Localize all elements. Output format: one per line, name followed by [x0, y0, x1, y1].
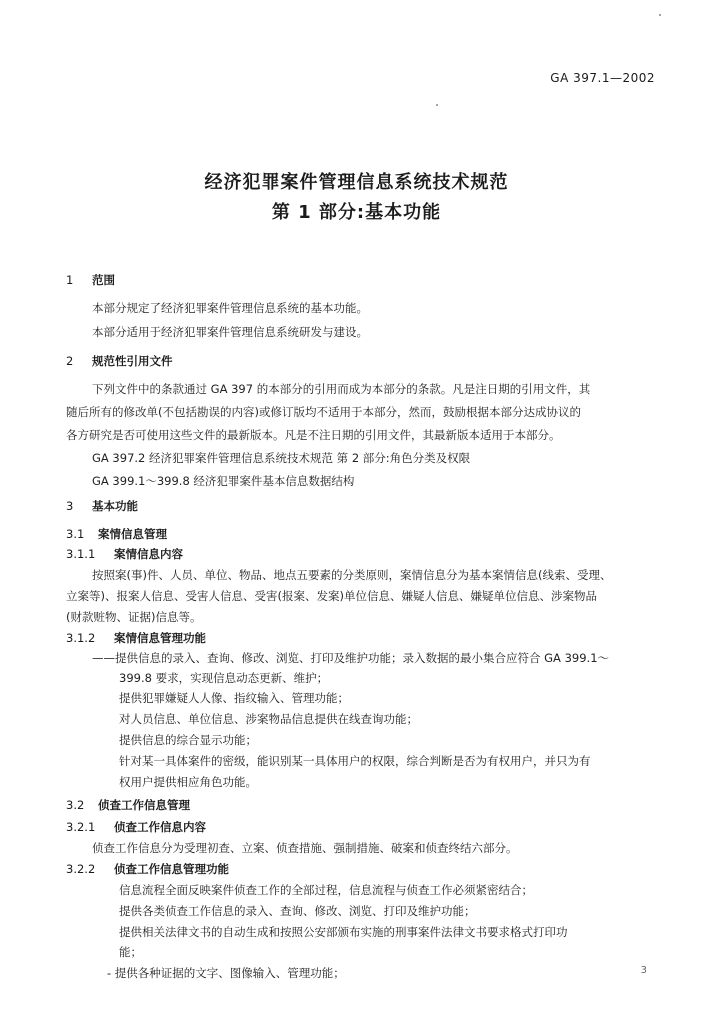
section-number: 3.2.2	[66, 862, 96, 876]
section-number: 1	[66, 273, 74, 287]
standard-code: GA 397.1—2002	[550, 71, 655, 85]
section-title: 基本功能	[92, 499, 138, 513]
paragraph: 下列文件中的条款通过 GA 397 的本部分的引用而成为本部分的条款。凡是注日期的引用文件，其	[92, 382, 591, 396]
subsection-3-1-heading	[66, 526, 167, 542]
section-number: 3	[66, 499, 74, 513]
page-number: 3	[640, 965, 647, 976]
section-number: 2	[66, 354, 74, 368]
paragraph: 随后所有的修改单(不包括勘误的内容)或修订版均不适用于本部分，然而，鼓励根据本部分达成协议的	[66, 405, 581, 419]
subsection-3-1-2-heading	[66, 630, 206, 646]
paragraph: (财款赃物、证据)信息等。	[66, 610, 202, 624]
paragraph: 本部分规定了经济犯罪案件管理信息系统的基本功能。	[92, 301, 368, 315]
subsection-3-1-1-heading	[66, 546, 183, 562]
scan-speck	[436, 104, 438, 106]
list-item: 提供相关法律文书的自动生成和按照公安部颁布实施的刑事案件法律文书要求格式打印功	[119, 925, 568, 939]
scan-speck	[659, 14, 661, 16]
reference-item: GA 397.2 经济犯罪案件管理信息系统技术规范 第 2 部分:角色分类及权限	[92, 451, 471, 465]
paragraph: 侦查工作信息分为受理初查、立案、侦查措施、强制措施、破案和侦查终结六部分。	[92, 841, 518, 855]
section-number: 3.1	[66, 527, 85, 541]
paragraph: 本部分适用于经济犯罪案件管理信息系统研发与建设。	[92, 325, 368, 339]
section-title: 侦查工作信息管理功能	[114, 862, 229, 876]
subsection-3-2-2-heading	[66, 861, 229, 877]
list-item-continuation: 能；	[119, 945, 142, 959]
list-item: 提供信息的综合显示功能；	[119, 733, 257, 747]
reference-item: GA 399.1～399.8 经济犯罪案件基本信息数据结构	[92, 474, 355, 488]
list-item: 针对某一具体案件的密级，能识别某一具体用户的权限，综合判断是否为有权用户，并只为有	[119, 754, 591, 768]
list-item: ——提供信息的录入、查询、修改、浏览、打印及维护功能；录入数据的最小集合应符合 GA 399.1～	[92, 651, 610, 665]
section-title: 案情信息管理功能	[114, 631, 206, 645]
section-title: 案情信息管理	[98, 527, 167, 541]
section-number: 3.2.1	[66, 820, 96, 834]
section-number: 3.1.1	[66, 547, 96, 561]
list-item: 提供犯罪嫌疑人人像、指纹输入、管理功能；	[119, 691, 349, 705]
section-3-heading	[66, 498, 138, 514]
paragraph: 各方研究是否可使用这些文件的最新版本。凡是不注日期的引用文件，其最新版本适用于本部分。	[66, 428, 561, 442]
document-subtitle: 第 1 部分:基本功能	[271, 202, 442, 223]
list-item: 信息流程全面反映案件侦查工作的全部过程，信息流程与侦查工作必须紧密结合；	[119, 883, 533, 897]
list-item: - 提供各种证据的文字、图像输入、管理功能；	[107, 966, 345, 980]
section-title: 范围	[92, 273, 115, 287]
subsection-3-2-heading	[66, 797, 190, 813]
paragraph: 按照案(事)件、人员、单位、物品、地点五要素的分类原则，案情信息分为基本案情信息(线索、受理、	[92, 568, 612, 582]
section-1-heading	[66, 272, 115, 288]
section-number: 3.1.2	[66, 631, 96, 645]
section-number: 3.2	[66, 798, 85, 812]
section-title: 案情信息内容	[114, 547, 183, 561]
list-item: 对人员信息、单位信息、涉案物品信息提供在线查询功能；	[119, 712, 418, 726]
subsection-3-2-1-heading	[66, 819, 206, 835]
list-item-continuation: 399.8 要求，实现信息动态更新、维护；	[119, 671, 329, 685]
document-title: 经济犯罪案件管理信息系统技术规范	[204, 172, 509, 193]
section-2-heading	[66, 353, 173, 369]
paragraph: 立案等)、报案人信息、受害人信息、受害(报案、发案)单位信息、嫌疑人信息、嫌疑单位信息、涉案物品	[66, 589, 597, 603]
section-title: 侦查工作信息内容	[114, 820, 206, 834]
list-item: 提供各类侦查工作信息的录入、查询、修改、浏览、打印及维护功能；	[119, 904, 476, 918]
list-item-continuation: 权用户提供相应角色功能。	[119, 775, 257, 789]
section-title: 规范性引用文件	[92, 354, 173, 368]
section-title: 侦查工作信息管理	[98, 798, 190, 812]
